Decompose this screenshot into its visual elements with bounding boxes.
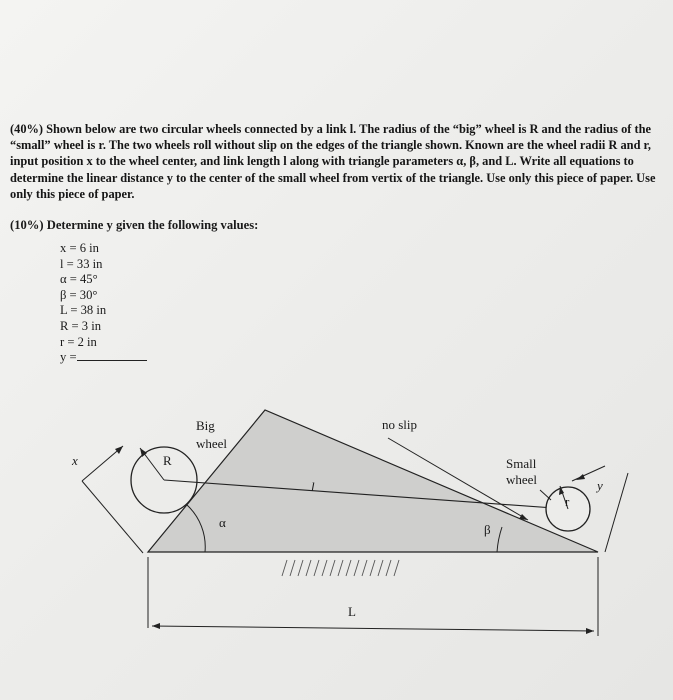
L-label: L [348, 604, 356, 619]
radius-small-label: r [565, 494, 570, 509]
big-wheel-label-1: Big [196, 418, 215, 433]
no-slip-label: no slip [382, 417, 418, 432]
x-label: x [72, 453, 78, 468]
link-label: l [311, 479, 315, 494]
big-wheel-label-2: wheel [196, 436, 228, 451]
L-dim-line [152, 626, 594, 631]
y-dim-line [605, 473, 628, 552]
given-alpha: α = 45° [60, 272, 98, 287]
x-arrow [115, 446, 123, 454]
small-wheel-label-1: Small [506, 456, 537, 471]
given-L: L = 38 in [60, 303, 107, 318]
given-R: R = 3 in [60, 318, 102, 333]
no-slip-arrow [519, 514, 528, 520]
given-beta: β = 30° [60, 287, 98, 302]
given-x: x = 6 in [60, 241, 99, 255]
alpha-label: α [219, 515, 226, 530]
y-label: y [597, 478, 603, 493]
part2-heading: (10%) Determine y given the following values: [10, 218, 259, 232]
answer-label: y = [60, 350, 77, 365]
y-arrow [576, 474, 585, 480]
given-l: l = 33 in [60, 256, 103, 271]
beta-label: β [484, 522, 491, 537]
small-wheel-leader [540, 490, 551, 500]
given-r: r = 2 in [60, 334, 97, 349]
radius-big-label: R [163, 453, 172, 468]
L-arrow-right [586, 628, 594, 634]
L-arrow-left [152, 623, 160, 629]
problem-text: (40%) Shown below are two circular wheels connected by a link l. The radius of the “big” wheel is R and the radius of the “small” wheel is r. The two wheels roll without slip on the edges of the triangle shown. Known are the wheel radii R and r, input position x to the wheel center, and link length l along with triangle parameters α, β, and L. Write all equations to determine the linear distance y to the center of the small wheel from vertix of the triangle. Use only this piece of paper. Use only this piece of paper. [10, 122, 656, 201]
small-wheel-label-2: wheel [506, 472, 538, 487]
ground-hatch [282, 560, 399, 576]
